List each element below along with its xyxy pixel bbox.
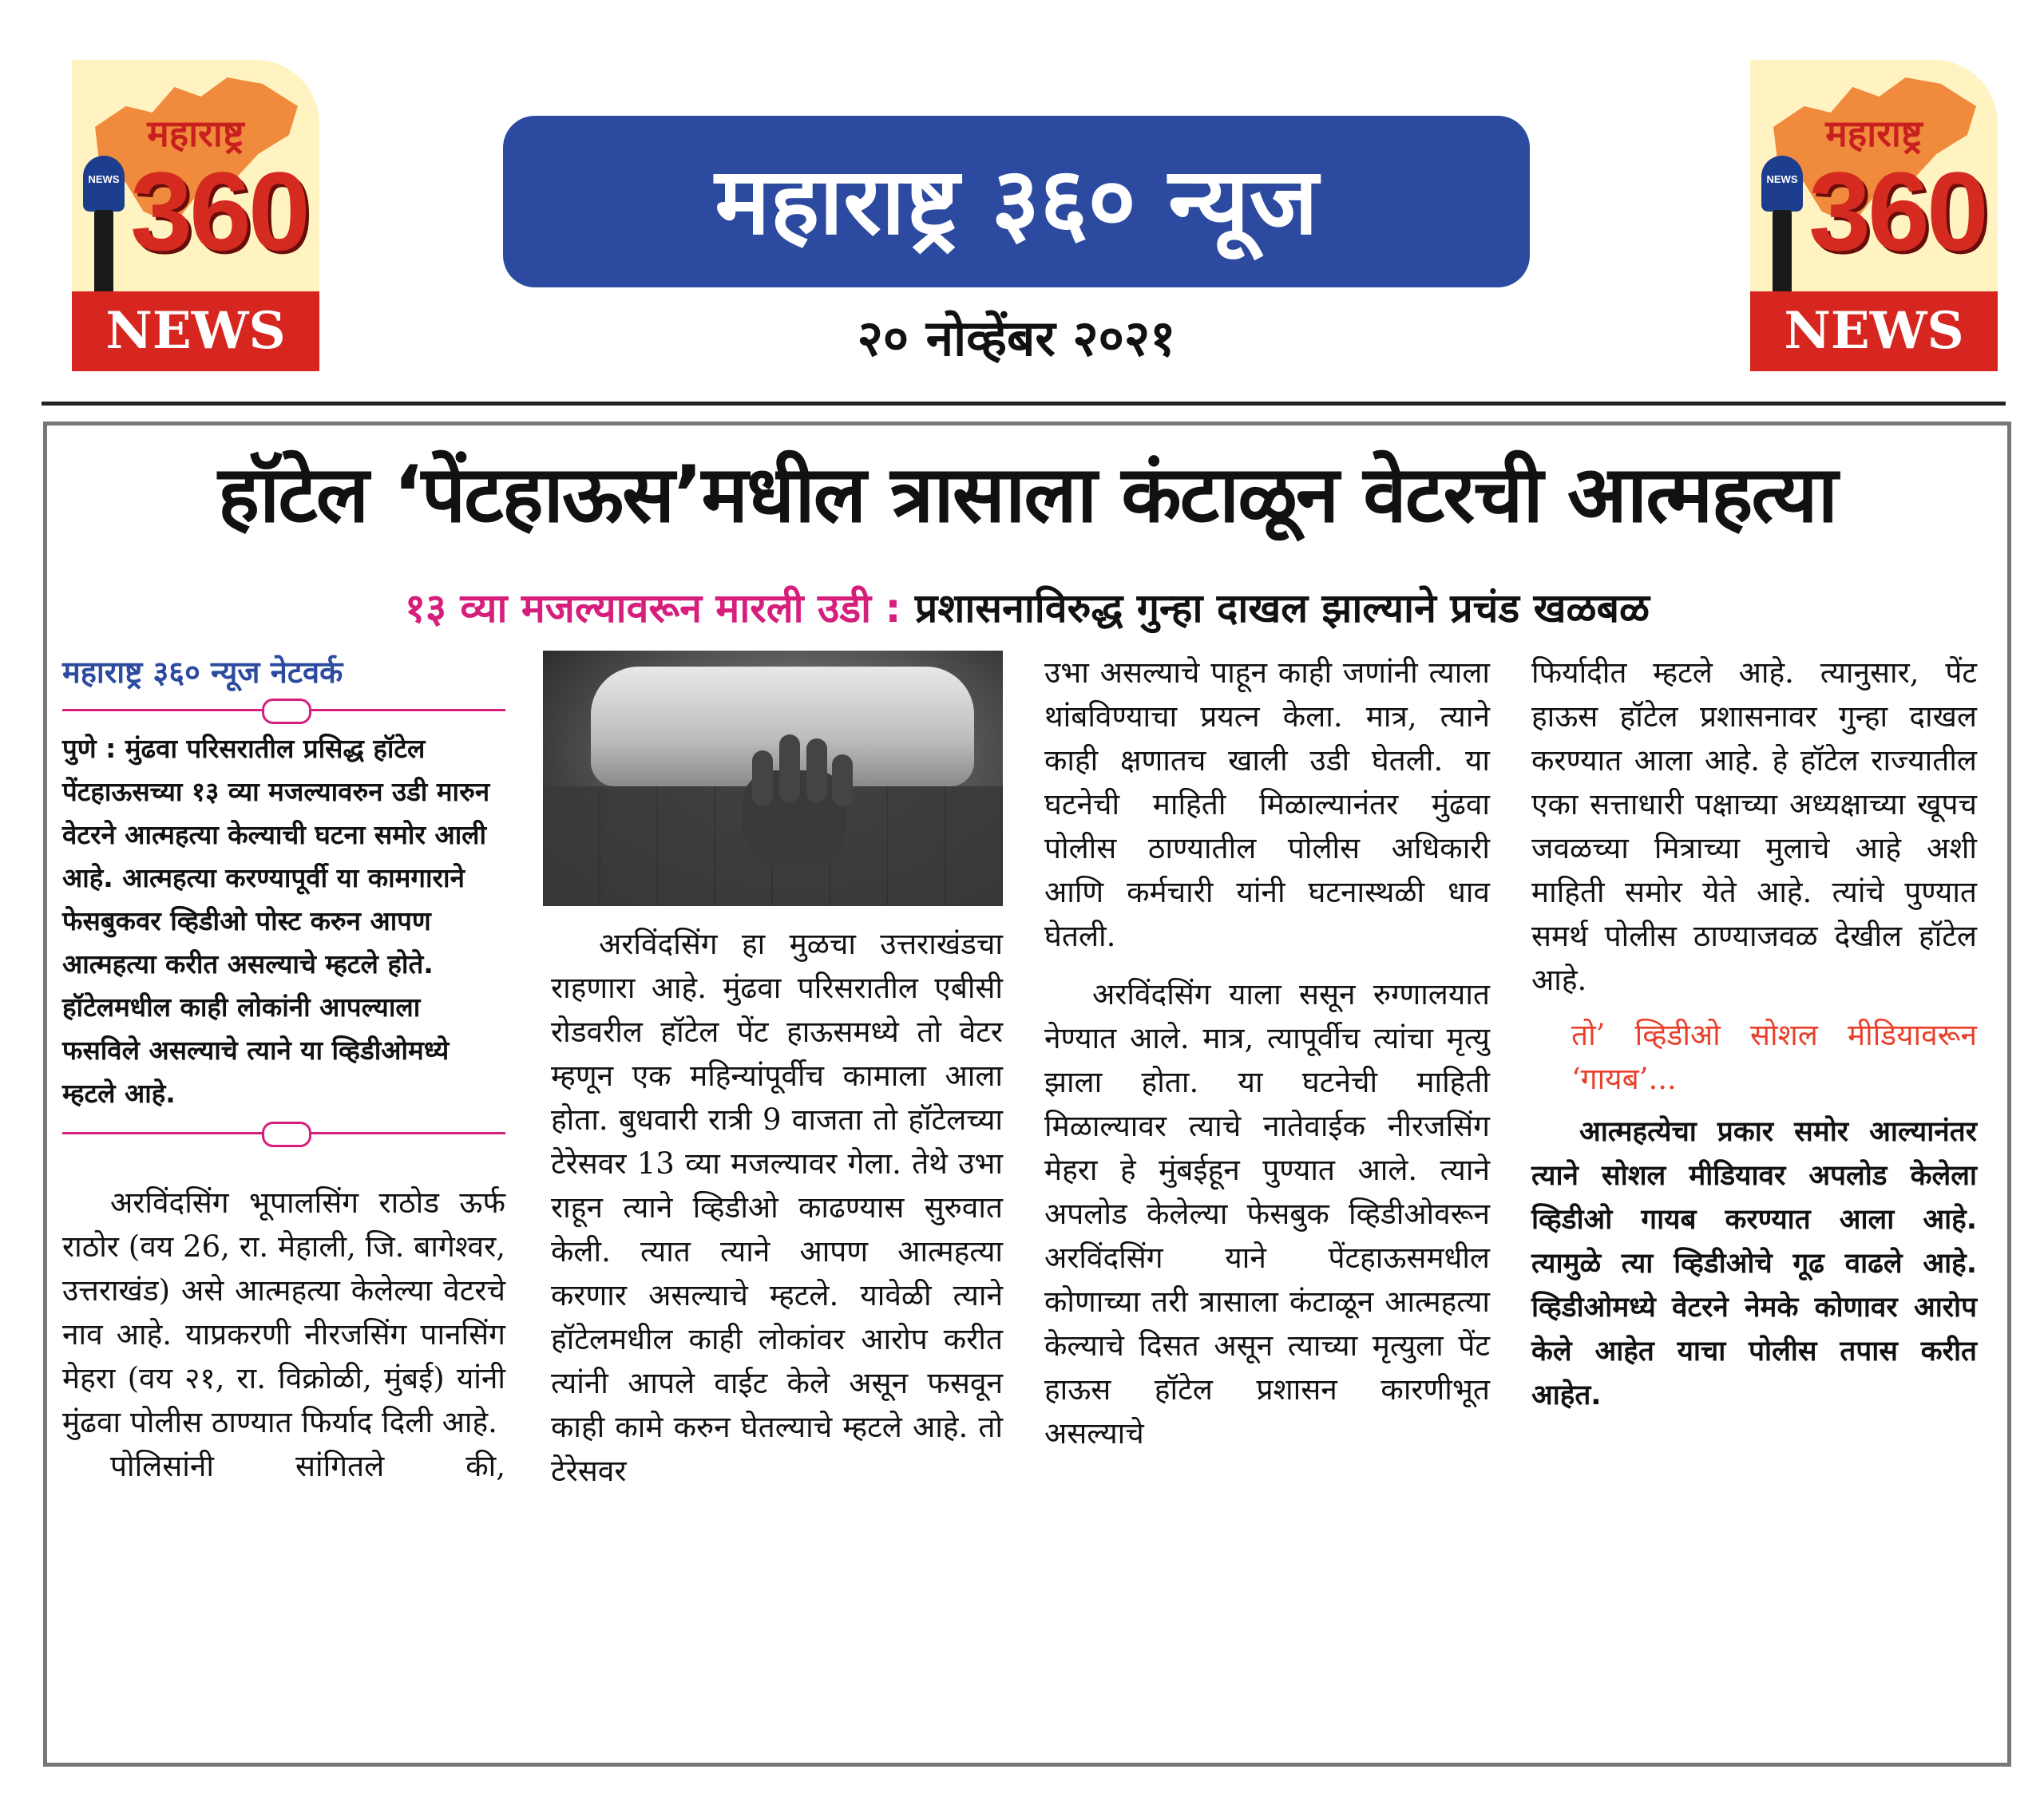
side-paragraph: आत्महत्येचा प्रकार समोर आल्यानंतर त्याने सोशल मीडियावर अपलोड केलेला व्हिडीओ गायब करण्यात आला आहे. त्यामुळे त्या व्हिडीओचे गूढ वाढले आहे. व्हिडीओमध्ये वेटरने नेमके कोणावर आरोप केले आहेत याचा पोलीस तपास करीत आहेत. [1531, 1116, 1977, 1411]
logo-title: महाराष्ट्र [1825, 112, 1923, 155]
logo-right [1750, 60, 1998, 371]
body-paragraph: उभा असल्याचे पाहून काही जणांनी त्याला थांबविण्याचा प्रयत्न केला. मात्र, त्याने काही क्षणातच खाली उडी घेतली. या घटनेची माहिती मिळाल्यानंतर मुंढवा पोलीस ठाण्यातील पोलीस अधिकारी आणि कर्मचारी यांनी घटनास्थळी धाव घेतली. [1044, 655, 1490, 953]
article-headline: हॉटेल ‘पेंटहाऊस’मधील त्रासाला कंटाळून वेटरची आत्महत्या [217, 449, 1837, 540]
subhead-highlight: १३ व्या मजल्यावरून मारली उडी : [404, 585, 915, 631]
body-paragraph: पोलिसांनी सांगितले की, [110, 1449, 505, 1483]
article-photo [543, 651, 1003, 906]
lead-paragraph: पुणे : मुंढवा परिसरातील प्रसिद्ध हॉटेल पेंटहाऊसच्या १३ व्या मजल्यावरुन उडी मारुन वेटरने आत्महत्या केल्याची घटना समोर आली आहे. आत्महत्या करण्यापूर्वी या कामगाराने फेसबुकवर व्हिडीओ पोस्ट करुन आपण आत्महत्या करीत असल्याचे म्हटले होते. हॉटेलमधील काही लोकांनी आपल्याला फसविले असल्याचे त्याने या व्हिडीओमध्ये म्हटले आहे. [62, 733, 490, 1109]
column-2 [551, 922, 1003, 1493]
body-paragraph: फिर्यादीत म्हटले आहे. त्यानुसार, पेंट हाऊस हॉटेल प्रशासनावर गुन्हा दाखल करण्यात आला आहे. हे हॉटेल राज्यातील एका सत्ताधारी पक्षाच्या अध्यक्षाच्या खूपच जवळच्या मित्राच्या मुलाचे आहे अशी माहिती समोर येते आहे. त्यांचे पुण्यात समर्थ पोलीस ठाण्याजवळ देखील हॉटेल आहे. [1531, 655, 1977, 997]
microphone-icon [83, 156, 125, 291]
issue-date: २० नोव्हेंबर २०२१ [857, 309, 1176, 367]
body-paragraph: अरविंदसिंग भूपालसिंग राठोड ऊर्फ राठोर (वय 26, रा. मेहाली, जि. बागेश्वर, उत्तराखंड) असे आत्महत्या केलेल्या वेटरचे नाव आहे. याप्रकरणी नीरजसिंग पानसिंग मेहरा (वय २१, रा. विक्रोळी, मुंबई) यांनी मुंढवा पोलीस ठाण्यात फिर्याद दिली आहे. [62, 1185, 505, 1439]
logo-news: NEWS [105, 301, 286, 361]
byline: महाराष्ट्र ३६० न्यूज नेटवर्क [62, 655, 343, 690]
logo-top [72, 60, 319, 291]
column-4 [1531, 651, 1977, 1418]
ornament-divider [62, 1115, 505, 1150]
masthead-title-box [503, 116, 1530, 287]
side-heading: तो’ व्हिडीओ सोशल मीडियावरून ‘गायब’... [1571, 1018, 1977, 1096]
masthead-title: महाराष्ट्र ३६० न्यूज [715, 148, 1318, 255]
logo-number: 360 [130, 148, 307, 274]
logo-title: महाराष्ट्र [147, 112, 244, 155]
ornament-divider [62, 692, 505, 727]
article-subhead [43, 580, 2011, 634]
mic-label: NEWS [1766, 173, 1798, 185]
logo-left [72, 60, 319, 371]
body-paragraph: अरविंदसिंग हा मुळचा उत्तराखंडचा राहणारा आहे. मुंढवा परिसरातील एबीसी रोडवरील हॉटेल पेंट हाऊसमध्ये तो वेटर म्हणून एक महिन्यांपूर्वीच कामाला आला होता. बुधवारी रात्री 9 वाजता तो हॉटेलच्या टेरेसवर 13 व्या मजल्यावर गेला. तेथे उभा राहून त्याने व्हिडीओ काढण्यास सुरुवात केली. त्यात त्याने आपण आत्महत्या करणार असल्याचे म्हटले. यावेळी त्याने हॉटेलमधील काही लोकांवर आरोप करीत त्यांनी आपले वाईट केले असून फसवून काही कामे करुन घेतल्याचे म्हटले आहे. तो टेरेसवर [551, 927, 1003, 1488]
logo-number: 360 [1808, 148, 1986, 274]
subhead-text: प्रशासनाविरुद्ध गुन्हा दाखल झाल्याने प्रचंड खळबळ [914, 585, 1650, 631]
mic-label: NEWS [88, 173, 120, 185]
body-paragraph: अरविंदसिंग याला ससून रुग्णालयात नेण्यात आले. मात्र, त्यापूर्वीच त्यांचा मृत्यु झाला होता. या घटनेची माहिती मिळाल्यावर त्याचे नातेवाईक नीरजसिंग मेहरा हे मुंबईहून पुण्यात आले. त्याने अपलोड केलेल्या फेसबुक व्हिडीओवरून अरविंदसिंग याने पेंटहाऊसमधील कोणाच्या तरी त्रासाला कंटाळून आत्महत्या केल्याचे दिसत असून त्याच्या मृत्युला पेंट हाऊस हॉटेल प्रशासन कारणीभूत असल्याचे [1044, 977, 1490, 1451]
logo-top [1750, 60, 1998, 291]
logo-news: NEWS [1784, 301, 1964, 361]
column-1 [62, 651, 505, 1488]
masthead-rule [42, 402, 2006, 406]
column-3 [1044, 651, 1490, 1455]
microphone-icon [1761, 156, 1803, 291]
